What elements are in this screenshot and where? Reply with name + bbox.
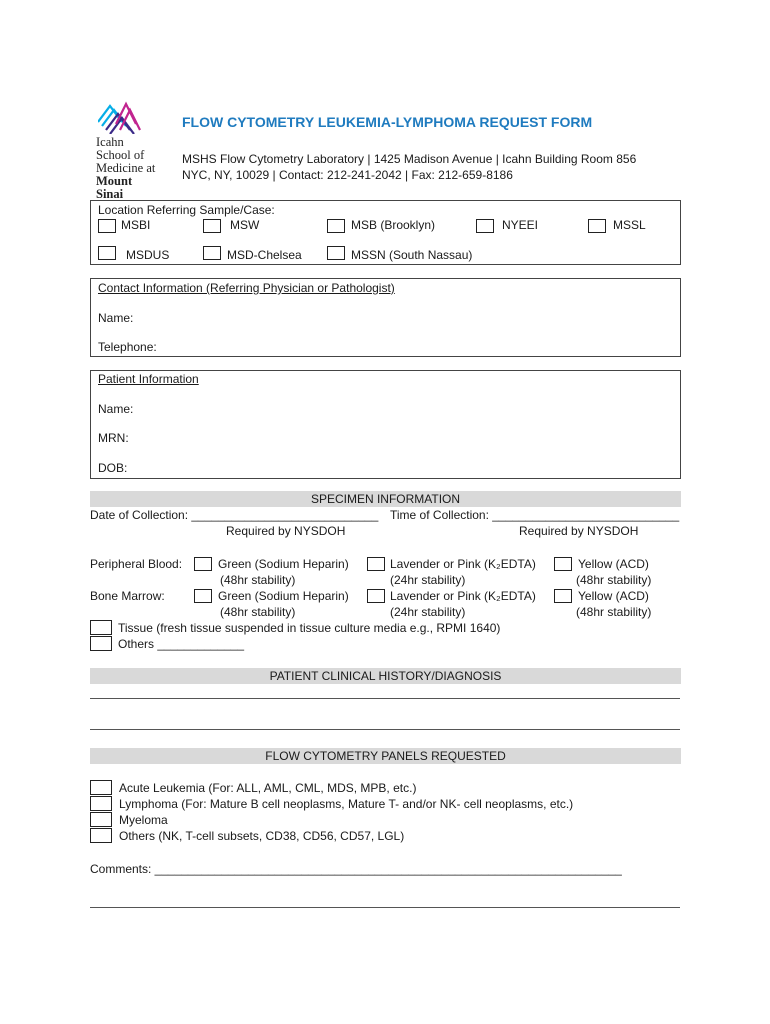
date-required-note: Required by NYSDOH [226, 524, 346, 538]
history-heading: PATIENT CLINICAL HISTORY/DIAGNOSIS [90, 668, 681, 684]
form-title: FLOW CYTOMETRY LEUKEMIA-LYMPHOMA REQUEST FORM [182, 114, 593, 130]
msbi-label: MSBI [121, 218, 151, 232]
pb-green-label: Green (Sodium Heparin) [218, 557, 349, 571]
others-panel-checkbox[interactable] [90, 828, 112, 843]
mssl-checkbox[interactable] [588, 219, 606, 233]
others-specimen-checkbox[interactable] [90, 636, 112, 651]
msb-brooklyn-label: MSB (Brooklyn) [351, 218, 436, 232]
msd-chelsea-checkbox[interactable] [203, 246, 221, 260]
comments-field[interactable]: Comments: ______________________________________________________________________ [90, 862, 622, 876]
bm-lavender-stability: (24hr stability) [390, 605, 466, 619]
pb-lavender-label: Lavender or Pink (K₂EDTA) [390, 557, 536, 571]
tissue-checkbox[interactable] [90, 620, 112, 635]
logo-line-3: Medicine at [96, 161, 156, 175]
patient-dob-field[interactable]: DOB: [98, 461, 128, 475]
lymphoma-label: Lymphoma (For: Mature B cell neoplasms, Mature T- and/or NK- cell neoplasms, etc.) [119, 797, 574, 811]
peripheral-blood-label: Peripheral Blood: [90, 557, 183, 571]
pb-green-checkbox[interactable] [194, 557, 212, 571]
myeloma-label: Myeloma [119, 813, 168, 827]
pb-yellow-label: Yellow (ACD) [578, 557, 649, 571]
contact-heading: Contact Information (Referring Physician or Pathologist) [98, 281, 395, 295]
msdus-label: MSDUS [126, 248, 170, 262]
pb-yellow-stability: (48hr stability) [576, 573, 652, 587]
lab-address-line-2: NYC, NY, 10029 | Contact: 212-241-2042 | Fax: 212-659-8186 [182, 168, 513, 182]
patient-mrn-field[interactable]: MRN: [98, 431, 129, 445]
bm-yellow-checkbox[interactable] [554, 589, 572, 603]
bm-yellow-label: Yellow (ACD) [578, 589, 649, 603]
tissue-label: Tissue (fresh tissue suspended in tissue culture media e.g., RPMI 1640) [118, 621, 501, 635]
lymphoma-checkbox[interactable] [90, 796, 112, 811]
bm-green-checkbox[interactable] [194, 589, 212, 603]
history-line-1[interactable] [90, 698, 680, 699]
contact-name-field[interactable]: Name: [98, 311, 134, 325]
lab-address-line-1: MSHS Flow Cytometry Laboratory | 1425 Madison Avenue | Icahn Building Room 856 [182, 152, 637, 166]
pb-yellow-checkbox[interactable] [554, 557, 572, 571]
mssl-label: MSSL [613, 218, 646, 232]
bm-lavender-checkbox[interactable] [367, 589, 385, 603]
patient-name-field[interactable]: Name: [98, 402, 134, 416]
contact-telephone-field[interactable]: Telephone: [98, 340, 157, 354]
logo-line-5: Sinai [96, 187, 124, 201]
logo-line-4: Mount [96, 174, 133, 188]
patient-section [90, 370, 681, 479]
specimen-heading: SPECIMEN INFORMATION [90, 491, 681, 507]
mount-sinai-chevron-icon [98, 100, 144, 134]
mssn-checkbox[interactable] [327, 246, 345, 260]
logo-line-1: Icahn [96, 135, 124, 149]
msw-label: MSW [230, 218, 260, 232]
bm-green-stability: (48hr stability) [220, 605, 296, 619]
patient-heading: Patient Information [98, 372, 199, 386]
nyeei-checkbox[interactable] [476, 219, 494, 233]
bm-green-label: Green (Sodium Heparin) [218, 589, 349, 603]
nyeei-label: NYEEI [502, 218, 539, 232]
msdus-checkbox[interactable] [98, 246, 116, 260]
panels-heading: FLOW CYTOMETRY PANELS REQUESTED [90, 748, 681, 764]
pb-green-stability: (48hr stability) [220, 573, 296, 587]
others-specimen-label[interactable]: Others _____________ [118, 637, 245, 651]
others-panel-label: Others (NK, T-cell subsets, CD38, CD56, CD57, LGL) [119, 829, 405, 843]
bone-marrow-label: Bone Marrow: [90, 589, 165, 603]
comments-line-2[interactable] [90, 907, 680, 908]
time-of-collection-field[interactable]: Time of Collection: ____________________________ [390, 508, 680, 522]
location-label: Location Referring Sample/Case: [98, 203, 275, 217]
history-line-2[interactable] [90, 729, 680, 730]
date-of-collection-field[interactable]: Date of Collection: ____________________________ [90, 508, 379, 522]
msd-chelsea-label: MSD-Chelsea [227, 248, 302, 262]
time-required-note: Required by NYSDOH [519, 524, 639, 538]
myeloma-checkbox[interactable] [90, 812, 112, 827]
pb-lavender-stability: (24hr stability) [390, 573, 466, 587]
mssn-label: MSSN (South Nassau) [351, 248, 473, 262]
acute-leukemia-checkbox[interactable] [90, 780, 112, 795]
msw-checkbox[interactable] [203, 219, 221, 233]
msbi-checkbox[interactable] [98, 219, 116, 233]
acute-leukemia-label: Acute Leukemia (For: ALL, AML, CML, MDS, MPB, etc.) [119, 781, 417, 795]
pb-lavender-checkbox[interactable] [367, 557, 385, 571]
logo-line-2: School of [96, 148, 145, 162]
bm-lavender-label: Lavender or Pink (K₂EDTA) [390, 589, 536, 603]
bm-yellow-stability: (48hr stability) [576, 605, 652, 619]
msb-brooklyn-checkbox[interactable] [327, 219, 345, 233]
